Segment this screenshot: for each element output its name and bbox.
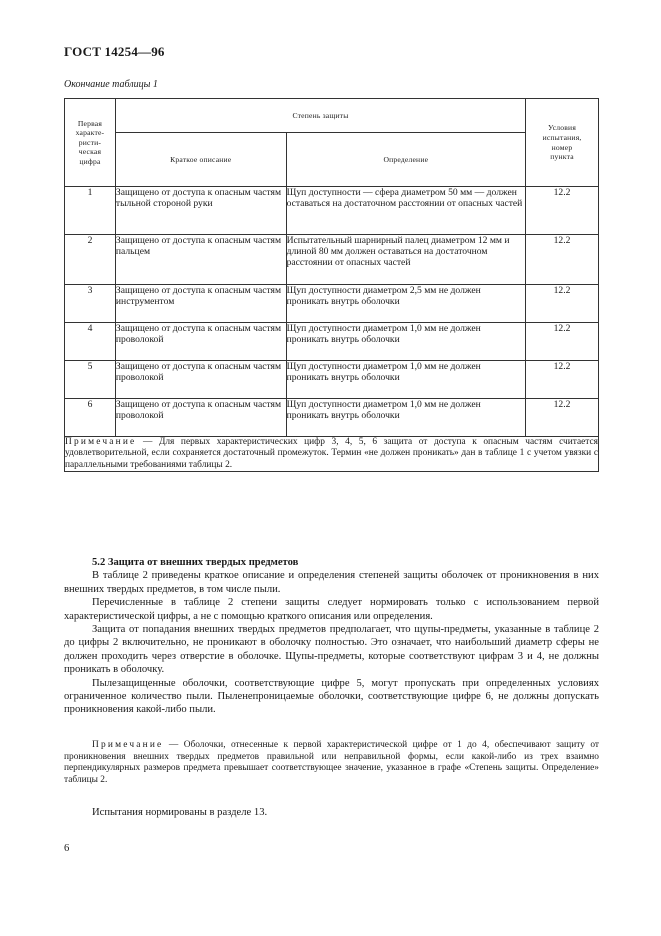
row-digit: 6 [65, 399, 116, 437]
row-short-description: Защищено от доступа к опасным частям проволокой [115, 323, 286, 361]
paragraph: В таблице 2 приведены краткое описание и определения степеней защиты оболочек от проникновения в них внешних твердых предметов, в том числе пыли. [64, 570, 599, 595]
note2-label: Примечание [92, 740, 164, 750]
row-short-description: Защищено от доступа к опасным частям проволокой [115, 361, 286, 399]
table-note [65, 437, 599, 472]
note-label: Примечание [65, 437, 137, 447]
section-note [64, 740, 599, 786]
note2-text: — Оболочки, отнесенные к первой характеристической цифре от 1 до 4, обеспечивают защиту от проникновения внешних твердых предметов правильной или неправильной формы, если какой-либо из трех взаимно перпендикулярных размеров предмета превышает соответствующее значение, указанное в графе «Степень защиты. Определение» таблицы 2. [64, 740, 599, 785]
header-protection-degree: Степень защиты [115, 99, 525, 133]
row-clause: 12.2 [526, 361, 599, 399]
paragraph: Пылезащищенные оболочки, соответствующие цифре 5, могут пропускать при определенных условиях ограниченное количество пыли. Пыленепроницаемые оболочки, соответствующие цифре 6, не должны допускать проникновения какой-либо пыли. [64, 677, 599, 716]
row-clause: 12.2 [526, 399, 599, 437]
header-definition: Определение [286, 133, 525, 187]
paragraph: Защита от попадания внешних твердых предметов предполагает, что щупы-предметы, указанные в таблице 2 до цифры 2 включительно, не проникают в оболочку полностью. Это означает, что наибольший диаметр сферы не должен проходить через отверстие в оболочке. Щупы-предметы, которые соответствуют цифрам 3 и 4, не должны проникать в оболочку. [64, 624, 599, 676]
table-row [65, 285, 599, 323]
table-row [65, 323, 599, 361]
row-definition: Щуп доступности диаметром 1,0 мм не должен проникать внутрь оболочки [286, 361, 525, 399]
section-5-2 [64, 556, 599, 717]
row-definition: Испытательный шарнирный палец диаметром 12 мм и длиной 80 мм должен оставаться на достаточном расстоянии от опасных частей [286, 235, 525, 285]
row-digit: 3 [65, 285, 116, 323]
row-digit: 2 [65, 235, 116, 285]
header-test-conditions: Условия испытания, номер пункта [526, 99, 599, 187]
row-clause: 12.2 [526, 187, 599, 235]
table-row [65, 361, 599, 399]
row-digit: 4 [65, 323, 116, 361]
table-caption: Окончание таблицы 1 [64, 79, 158, 90]
row-clause: 12.2 [526, 285, 599, 323]
table-row [65, 399, 599, 437]
row-short-description: Защищено от доступа к опасным частям тыльной стороной руки [115, 187, 286, 235]
header-short-description: Краткое описание [115, 133, 286, 187]
page-number: 6 [64, 843, 70, 854]
table-note-row [65, 437, 599, 472]
row-digit: 5 [65, 361, 116, 399]
row-clause: 12.2 [526, 235, 599, 285]
row-digit: 1 [65, 187, 116, 235]
tests-reference: Испытания нормированы в разделе 13. [92, 807, 268, 818]
row-short-description: Защищено от доступа к опасным частям проволокой [115, 399, 286, 437]
row-definition: Щуп доступности диаметром 1,0 мм не должен проникать внутрь оболочки [286, 399, 525, 437]
standard-header: ГОСТ 14254—96 [64, 44, 165, 59]
row-definition: Щуп доступности диаметром 1,0 мм не должен проникать внутрь оболочки [286, 323, 525, 361]
row-definition: Щуп доступности — сфера диаметром 50 мм — должен оставаться на достаточном расстоянии от опасных частей [286, 187, 525, 235]
header-first-digit: Первая характе- ристи- ческая цифра [65, 99, 116, 187]
row-definition: Щуп доступности диаметром 2,5 мм не должен проникать внутрь оболочки [286, 285, 525, 323]
table-row [65, 235, 599, 285]
section-title: 5.2 Защита от внешних твердых предметов [92, 557, 299, 568]
note-text: — Для первых характеристических цифр 3, 4, 5, 6 защита от доступа к опасным частям считается удовлетворительной, если сохраняется достаточный промежуток. Термин «не должен проникать» дан в таблице 1 с учетом увязки с параллельными требованиями таблицы 2. [65, 437, 598, 470]
protection-table [64, 98, 599, 472]
row-clause: 12.2 [526, 323, 599, 361]
row-short-description: Защищено от доступа к опасным частям пальцем [115, 235, 286, 285]
paragraph: Перечисленные в таблице 2 степени защиты следует нормировать только с использованием первой характеристической цифры, а не с помощью краткого описания или определения. [64, 597, 599, 622]
row-short-description: Защищено от доступа к опасным частям инструментом [115, 285, 286, 323]
table-row [65, 187, 599, 235]
